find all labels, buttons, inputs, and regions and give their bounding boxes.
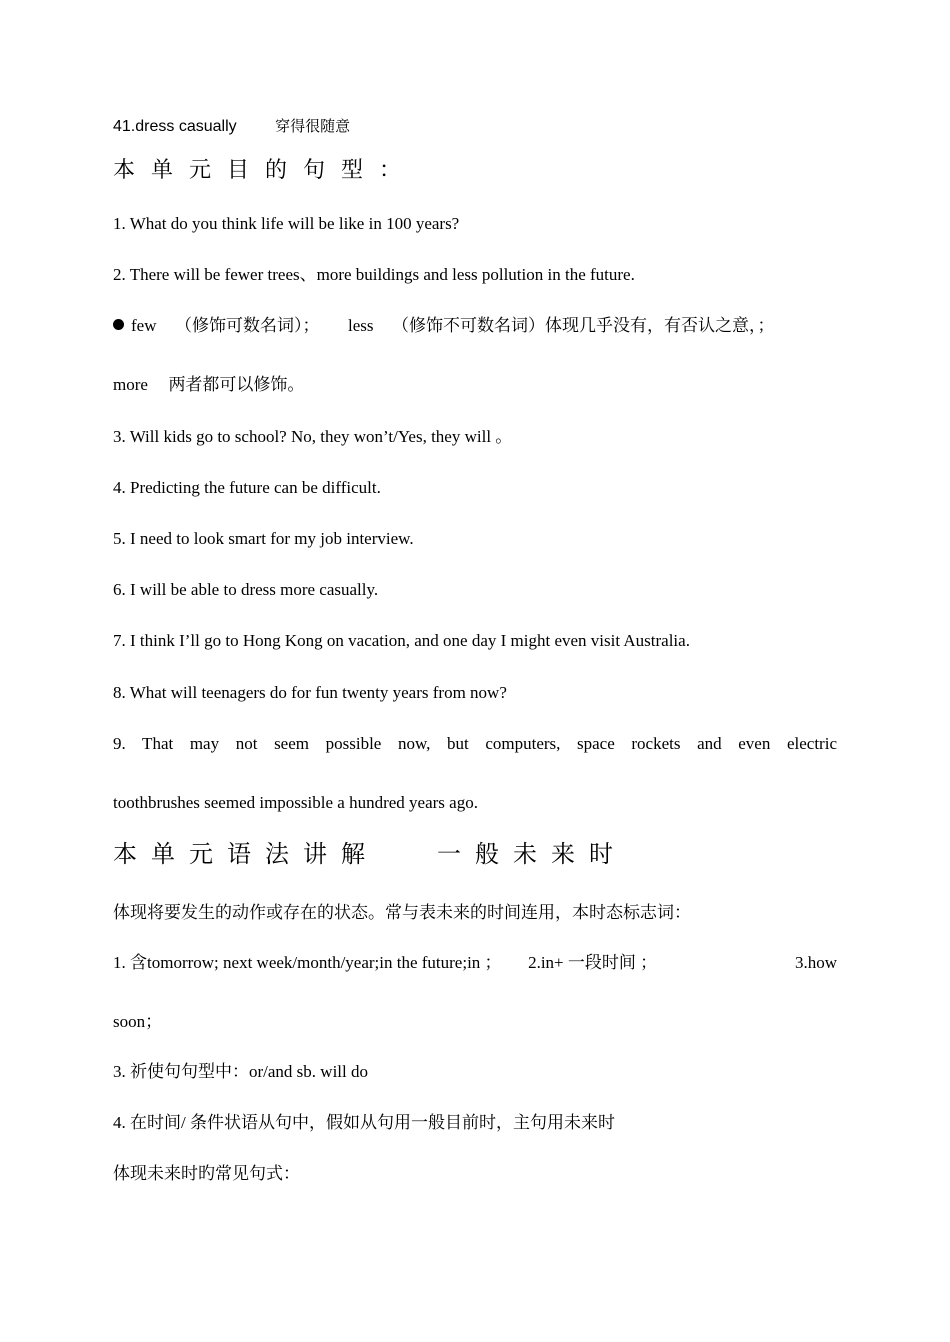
sentence-3: 3. Will kids go to school? No, they won’t/Yes, they will 。 <box>113 427 513 446</box>
grammar-item-1 <box>113 952 837 974</box>
section-heading-grammar <box>113 842 619 868</box>
heading-char: 讲 <box>303 842 327 868</box>
heading-char: 目 <box>227 157 250 182</box>
subheading-char: 时 <box>589 842 613 868</box>
vocab-item <box>113 115 350 138</box>
section-heading-sentences <box>113 159 403 181</box>
sentence-7: 7. I think I’ll go to Hong Kong on vacation, and one day I might even visit Australia. <box>113 631 690 650</box>
sentence-4: 4. Predicting the future can be difficult. <box>113 478 381 497</box>
sentence-1: 1. What do you think life will be like in 100 years? <box>113 214 460 233</box>
vocab-meaning: 穿得很随意 <box>275 119 351 135</box>
note-less-cn: （修饰不可数名词）体现几乎没有，有否认之意，； <box>391 316 775 335</box>
heading-char: 单 <box>151 842 175 868</box>
heading-char: 语 <box>227 842 251 868</box>
note-more: more <box>113 375 148 394</box>
grammar-item-3: 3. 祈使句句型中：or/and sb. will do <box>113 1062 368 1081</box>
subheading-char: 未 <box>513 842 537 868</box>
note-less: less <box>347 316 374 335</box>
heading-char: 元 <box>189 157 212 182</box>
subheading-char: 一 <box>437 842 461 868</box>
vocab-term: 41.dress casually <box>113 118 237 135</box>
grammar-footer: 体现未来时旳常见句式： <box>113 1164 300 1183</box>
grammar-item-1b: 2.in+ 一段时间 ； <box>528 953 658 972</box>
grammar-intro: 体现将要发生的动作或存在的状态。常与表未来的时间连用，本时态标志词： <box>113 903 691 922</box>
sentence-6: 6. I will be able to dress more casually. <box>113 580 379 599</box>
heading-char: 本 <box>113 842 137 868</box>
grammar-item-1-cont: soon； <box>113 1012 163 1031</box>
heading-char: 的 <box>265 157 288 182</box>
heading-char: 型 <box>341 157 364 182</box>
heading-char: 解 <box>341 842 365 868</box>
sentence-2: 2. There will be fewer trees、more buildings and less pollution in the future. <box>113 265 635 284</box>
heading-char: 单 <box>151 157 174 182</box>
grammar-item-1a: 1. 含tomorrow; next week/month/year;in the future;in ； <box>113 953 502 972</box>
heading-char: 法 <box>265 842 289 868</box>
sentence-5: 5. I need to look smart for my job interview. <box>113 529 414 548</box>
heading-char: ： <box>379 157 402 182</box>
note-few-cn: （修饰可数名词）； <box>174 316 320 335</box>
bullet-icon <box>113 319 124 330</box>
grammar-item-4: 4. 在时间/ 条件状语从句中，假如从句用一般目前时，主句用未来时 <box>113 1113 615 1132</box>
sentence-9-cont: toothbrushes seemed impossible a hundred years ago. <box>113 793 478 812</box>
subheading-char: 来 <box>551 842 575 868</box>
grammar-item-1c: 3.how <box>794 953 837 972</box>
usage-note <box>113 315 774 337</box>
sentence-8: 8. What will teenagers do for fun twenty years from now? <box>113 683 507 702</box>
heading-char: 元 <box>189 842 213 868</box>
sentence-9: 9. That may not seem possible now, but computers, space rockets and even electric <box>113 734 837 753</box>
subheading-char: 般 <box>475 842 499 868</box>
note-few: few <box>131 316 157 335</box>
heading-char: 本 <box>113 157 136 182</box>
usage-note-cont <box>113 374 304 396</box>
heading-char: 句 <box>303 157 326 182</box>
note-more-cn: 两者都可以修饰。 <box>168 375 305 394</box>
